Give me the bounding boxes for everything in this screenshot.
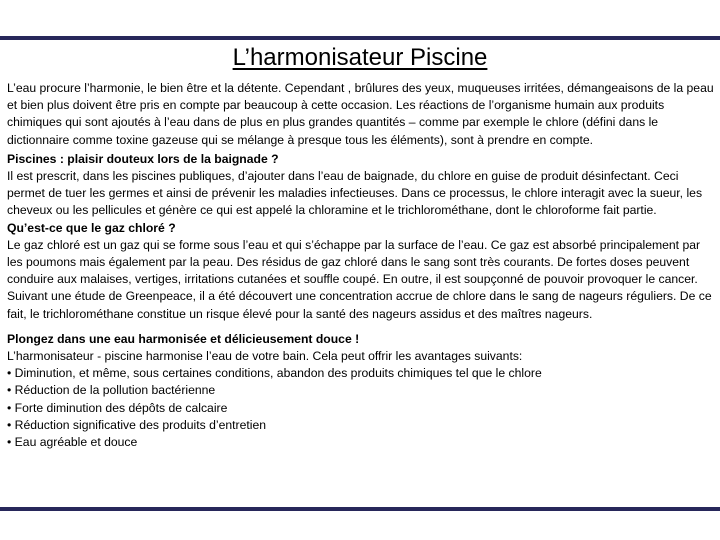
bottom-rule bbox=[0, 507, 720, 511]
top-rule bbox=[0, 36, 720, 40]
title-container bbox=[0, 44, 720, 72]
list-item: • Réduction significative des produits d’entretien bbox=[7, 417, 715, 434]
document-title: L’harmonisateur Piscine bbox=[232, 44, 488, 71]
section-heading-harmonized-water: Plongez dans une eau harmonisée et délicieusement douce ! bbox=[7, 331, 360, 346]
list-item: • Eau agréable et douce bbox=[7, 434, 715, 451]
document-body bbox=[7, 80, 715, 451]
section-body-pools: Il est prescrit, dans les piscines publiques, d’ajouter dans l’eau de baignade, du chlore en guise de produit désinfectant. Ceci permet de tuer les germes et ainsi de prévenir les maladies infectieuses. Dans ce processus, le chlore interagit avec la sueur, les cheveux ou les pellicules et génère ce qui est appelé la chloramine et le trichlorométhane, dont le chloroforme fait partie. bbox=[7, 169, 703, 218]
section-heading-chlorine-gas: Qu’est-ce que le gaz chloré ? bbox=[7, 220, 176, 235]
list-item: • Diminution, et même, sous certaines conditions, abandon des produits chimiques tel que le chlore bbox=[7, 365, 715, 382]
list-item: • Réduction de la pollution bactérienne bbox=[7, 382, 715, 399]
intro-paragraph: L’eau procure l’harmonie, le bien être et la détente. Cependant , brûlures des yeux, muqueuses irritées, démangeaisons de la peau et bien plus doivent être pris en compte par beaucoup à cette occasion. Les réactions de l’organisme humain aux produits chimiques qui sont ajoutés à l’eau dans de plus en plus grandes quantités – comme par exemple le chlore (défini dans le dictionnaire comme toxine gazeuse qui se mélange à presque tous les éléments), sont à prendre en compte. bbox=[7, 81, 714, 147]
benefits-list bbox=[7, 365, 715, 451]
section-body-harmonized-water: L’harmonisateur - piscine harmonise l’eau de votre bain. Cela peut offrir les avantages suivants: bbox=[7, 349, 523, 364]
list-item: • Forte diminution des dépôts de calcaire bbox=[7, 400, 715, 417]
section-body-chlorine-gas: Le gaz chloré est un gaz qui se forme sous l’eau et qui s’échappe par la surface de l’eau. Ce gaz est absorbé principalement par les poumons mais également par la peau. Des résidus de gaz chloré dans le sang sont très courants. De fortes doses peuvent conduire aux malaises, vertiges, irritations cutanées et souffle coupé. En outre, il est soupçonné de pouvoir provoquer le cancer. Suivant une étude de Greenpeace, il a été découvert une concentration accrue de chlore dans le sang de nageurs réguliers. De ce fait, le trichlorométhane constitue un risque élevé pour la santé des nageurs assidus et des maîtres nageurs. bbox=[7, 237, 712, 321]
section-heading-pools: Piscines : plaisir douteux lors de la baignade ? bbox=[7, 151, 279, 166]
